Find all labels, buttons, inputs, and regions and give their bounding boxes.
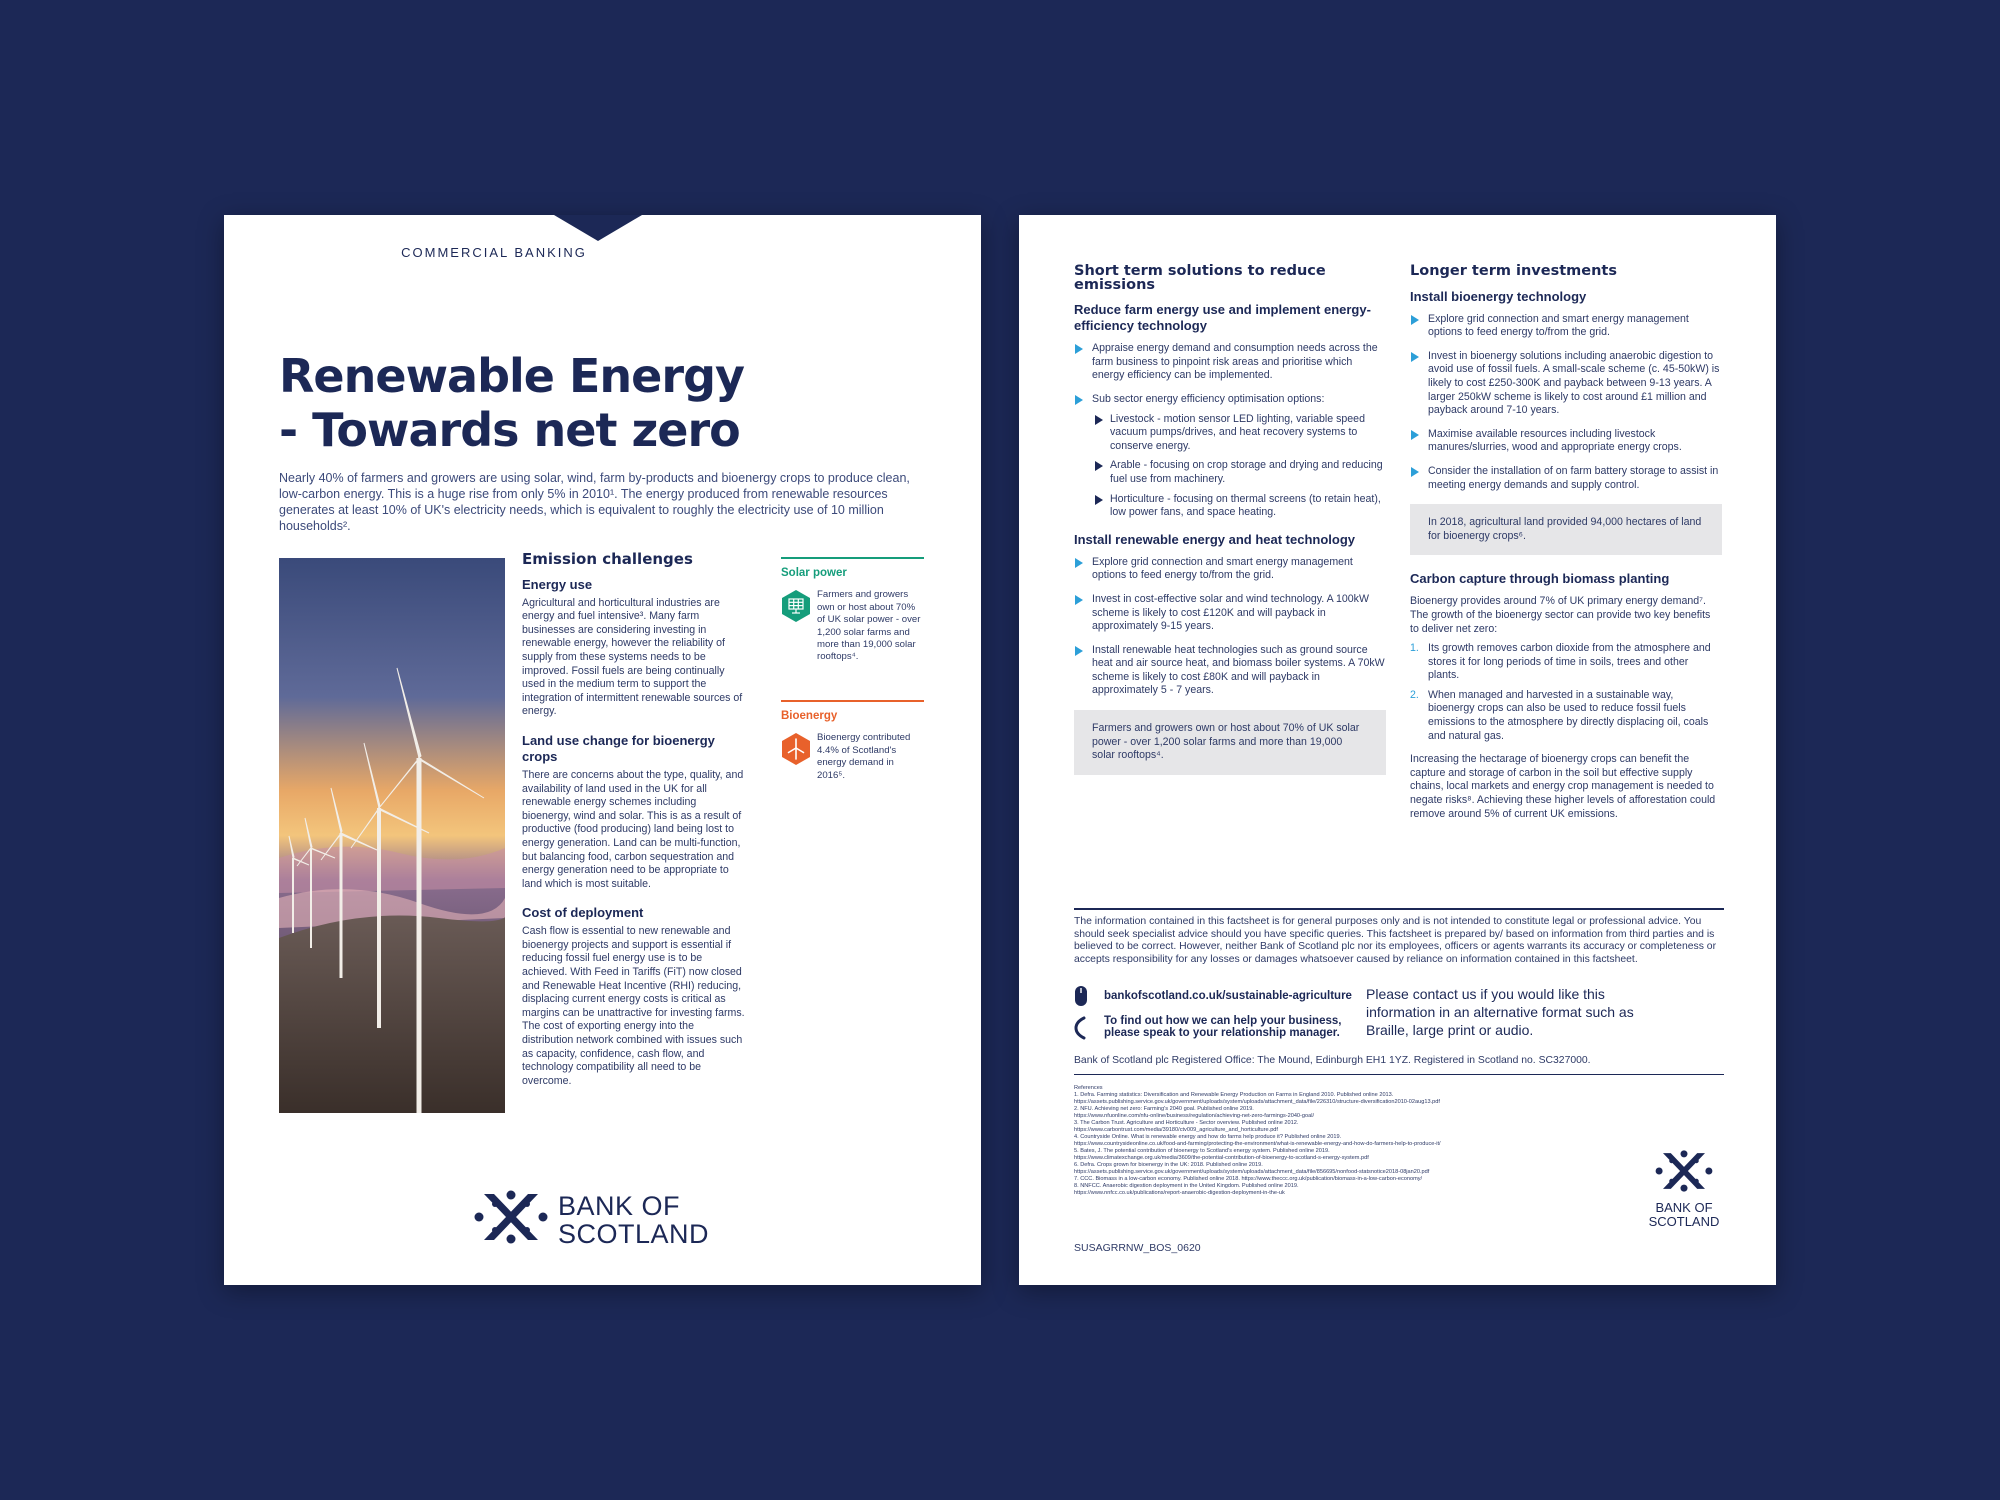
list-item: Invest in bioenergy solutions including anaerobic digestion to avoid use of fossil fuels. A small-scale scheme (c. 45-50kW) is likely to cost £250-300K and payback between 9-13 years. A larger 250kW scheme is likely to cost around £1 million and payback around 7-10 years. (1410, 350, 1722, 418)
carbon-capture-heading: Carbon capture through biomass planting (1410, 571, 1670, 587)
reference-line: 3. The Carbon Trust. Agriculture and Horticulture - Sector overview. Published online 2012. (1074, 1120, 1299, 1126)
reference-line: https://assets.publishing.service.gov.uk/government/uploads/system/uploads/attachment_data/file/226310/structure-diversification2010-02aug13.pdf (1074, 1099, 1440, 1105)
list-item: Consider the installation of on farm battery storage to assist in meeting energy demands and supply control. (1410, 465, 1722, 492)
reference-line: https://www.countrysideonline.co.uk/food-and-farming/protecting-the-environment/what-is-renewable-energy-and-how-do-farmers-help-to-produce-it/ (1074, 1141, 1441, 1147)
list-item: Maximise available resources including livestock manures/slurries, wood and appropriate energy crops. (1410, 428, 1722, 455)
title-line-1: Renewable Energy (279, 349, 744, 403)
reduce-energy-heading: Reduce farm energy use and implement energy-efficiency technology (1074, 302, 1371, 334)
install-renewable-heading: Install renewable energy and heat technology (1074, 531, 1356, 547)
wind-turbines-photo (279, 558, 505, 1113)
solar-stat-box (781, 557, 924, 664)
install-bioenergy-heading: Install bioenergy technology (1410, 288, 1587, 304)
saltire-logo-icon (1655, 1179, 1713, 1196)
solar-stat-text: Farmers and growers own or host about 70% of UK solar power - over 1,200 solar farms and more than 19,000 solar rooftops⁴. (817, 589, 921, 663)
bioenergy-stat-box (781, 700, 924, 782)
list-item: Invest in cost-effective solar and wind technology. A 100kW scheme is likely to cost £120K and will payback in approximately 9-15 years. (1074, 593, 1386, 634)
wind-turbine-icon (781, 732, 811, 766)
disclaimer-text: The information contained in this factsheet is for general purposes only and is not intended to constitute legal or professional advice. You should seek specialist advice should you have specific queries. This factsheet is prepared by/ based on information from third parties and is believed to be correct. However, neither Bank of Scotland plc nor its employees, officers or agents warrants its accuracy or completeness or accepts responsibility for any losses or damages whatsoever caused by reliance on information contained in this factsheet. (1074, 908, 1724, 966)
alternative-format-text: Please contact us if you would like this information in an alternative format such as Braille, large print or audio. (1366, 986, 1634, 1038)
factsheet-page-front (224, 215, 981, 1285)
energy-use-text: Agricultural and horticultural industries are energy and fuel intensive³. Many farm businesses are considering investing in renewable energy, however the reliability of supply from these systems needs to be improved. Fossil fuels are being continually used in the medium term to support the integration of intermittent renewable sources of energy. (522, 596, 743, 718)
list-item: Sub sector energy efficiency optimisation options: Livestock - motion sensor LED lighting, variable speed vacuum pumps/drives, and heat recovery systems to conserve energy. Arable - focusing on crop storage and drying and reducing fuel use from machinery. Horticulture - focusing on thermal screens (to retain heat), low power fans, and space heating. (1074, 393, 1386, 520)
list-item: Explore grid connection and smart energy management options to feed energy to/from the grid. (1410, 313, 1722, 340)
list-item: Appraise energy demand and consumption needs across the farm business to pinpoint risk areas and prioritise which energy efficiency can be implemented. (1074, 342, 1386, 383)
solar-panel-icon (781, 589, 811, 623)
document-title (279, 349, 759, 457)
reference-line: 5. Bates, J. The potential contribution of bioenergy to Scotland's energy system. Published online 2019. (1074, 1148, 1330, 1154)
logo-text-line-2: SCOTLAND (1648, 1214, 1720, 1229)
emission-heading: Emission challenges (522, 550, 693, 568)
reference-line: 7. CCC. Biomass in a low-carbon economy. Published online 2018. https://www.theccc.org.uk/publication/biomass-in-a-low-carbon-economy/ (1074, 1176, 1423, 1182)
carbon-intro-text: Bioenergy provides around 7% of UK primary energy demand⁷. The growth of the bioenergy sector can provide two key benefits to deliver net zero: (1410, 595, 1711, 635)
cost-text: Cash flow is essential to new renewable and bioenergy projects and support is essential if reducing fossil fuel energy use is to be achieved. With Feed in Tariffs (FiT) now closed and Renewable Heat Incentive (RHI) reducing, displacing current energy costs is critical as margins can be unattractive for investing farms. The cost of exporting energy into the distribution network combined with issues such as capacity, confidence, cash flow, and technology compatibility all need to be overcome. (522, 925, 745, 1087)
bioenergy-label: Bioenergy (781, 710, 838, 722)
registered-office-text: Bank of Scotland plc Registered Office: The Mound, Edinburgh EH1 1YZ. Registered in Scotland no. SC327000. (1074, 1055, 1724, 1075)
logo-text-line-1: BANK OF (1655, 1200, 1713, 1215)
bioenergy-land-callout-box: In 2018, agricultural land provided 94,000 hectares of land for bioenergy crops⁶. (1410, 504, 1722, 555)
carbon-benefits-list (1410, 642, 1722, 743)
sub-sector-list (1092, 413, 1386, 520)
factsheet-page-back (1019, 215, 1776, 1285)
solar-rule (781, 557, 924, 559)
logo-text-line-2: SCOTLAND (558, 1218, 710, 1249)
saltire-logo-icon (474, 1190, 548, 1249)
bio-rule (781, 700, 924, 702)
references-title: References (1074, 1085, 1103, 1091)
references-list (1074, 1085, 1634, 1197)
contact-block (1074, 985, 1724, 1047)
reference-line: https://www.carbontrust.com/media/39180/ctv009_agriculture_and_horticulture.pdf (1074, 1127, 1278, 1133)
logo-text-line-1: BANK OF (558, 1190, 681, 1221)
reference-line: 4. Countryside Online. What is renewable energy and how do farms help produce it? Published online 2019. (1074, 1134, 1342, 1140)
bank-logo (474, 1190, 709, 1249)
reference-line: 1. Defra. Farming statistics: Diversification and Renewable Energy Production on Farms in England 2010. Published online 2013. (1074, 1092, 1394, 1098)
mouse-icon (1074, 985, 1092, 1007)
reference-line: https://www.nfuonline.com/nfu-online/business/regulation/achieving-net-zero-farmings-2040-goal/ (1074, 1113, 1315, 1119)
carbon-outro-text: Increasing the hectarage of bioenergy crops can benefit the capture and storage of carbon in the soil but effective supply chains, local markets and energy crop management is needed to negate risks⁸. Achieving these higher levels of afforestation could remove around 5% of current UK emissions. (1410, 753, 1716, 820)
longer-term-column (1410, 265, 1722, 821)
intro-paragraph: Nearly 40% of farmers and growers are using solar, wind, farm by-products and bioenergy crops to produce clean, low-carbon energy. This is a huge rise from only 5% in 2010¹. The energy produced from renewable resources generates at least 10% of UK's electricity needs, which is equivalent to roughly the electricity use of 10 million households². (279, 471, 910, 533)
energy-use-heading: Energy use (522, 576, 593, 592)
list-item: Install renewable heat technologies such as ground source heat and air source heat, and biomass boiler systems. A 70kW scheme is likely to cost £80K and will payback in approximately 5 - 7 years. (1074, 644, 1386, 698)
install-renewable-list (1074, 556, 1386, 698)
list-item: Arable - focusing on crop storage and drying and reducing fuel use from machinery. (1092, 459, 1386, 486)
reference-line: https://www.climatexchange.org.uk/media/3609/the-potential-contribution-of-bioenergy-to-scotland-s-energy-system.pdf (1074, 1155, 1369, 1161)
reference-line: 2. NFU. Achieving net zero: Farming's 2040 goal. Published online 2019. (1074, 1106, 1254, 1112)
phone-text-line-2: please speak to your relationship manager. (1104, 1027, 1340, 1039)
reference-line: https://www.nnfcc.co.uk/publications/report-anaerobic-digestion-deployment-in-the-uk (1074, 1190, 1285, 1196)
reduce-energy-list (1074, 342, 1386, 520)
list-item: Livestock - motion sensor LED lighting, variable speed vacuum pumps/drives, and heat recovery systems to conserve energy. (1092, 413, 1386, 454)
land-use-text: There are concerns about the type, quality, and availability of land used in the UK for all renewable energy schemes including bioenergy, wind and solar. This is as a result of productive (food producing) land being lost to energy generation. Land can be multi-function, but balancing food, carbon sequestration and energy generation need to be appropriate to land which is most suitable. (522, 768, 744, 890)
land-use-heading: Land use change for bioenergy crops (522, 732, 715, 764)
list-item: 1. Its growth removes carbon dioxide from the atmosphere and stores it for long periods of time in soils, trees and other plants. (1410, 642, 1711, 682)
solar-callout-box: Farmers and growers own or host about 70% of UK solar power - over 1,200 solar farms and more than 19,000 solar rooftops⁴. (1074, 710, 1386, 775)
phone-text-line-1: To find out how we can help your business, (1104, 1015, 1342, 1027)
emission-column (522, 550, 747, 1102)
list-item: Explore grid connection and smart energy management options to feed energy to/from the grid. (1074, 556, 1386, 583)
short-term-heading: Short term solutions to reduce emissions (1074, 263, 1326, 293)
document-code: SUSAGRRNW_BOS_0620 (1074, 1242, 1201, 1254)
kicker-label: COMMERCIAL BANKING (401, 245, 587, 260)
list-item: 2. When managed and harvested in a sustainable way, bioenergy crops can also be used to reduce fossil fuels emissions to the atmosphere by directly displacing oil, coals and natural gas. (1410, 688, 1709, 742)
longer-term-heading: Longer term investments (1410, 263, 1617, 279)
bank-logo-small (1639, 1150, 1729, 1229)
header-notch (554, 215, 642, 241)
cost-heading: Cost of deployment (522, 905, 644, 921)
solar-label: Solar power (781, 567, 847, 579)
reference-line: 6. Defra. Crops grown for bioenergy in the UK: 2018. Published online 2019. (1074, 1162, 1263, 1168)
bioenergy-stat-text: Bioenergy contributed 4.4% of Scotland's energy demand in 2016⁵. (817, 732, 911, 781)
title-line-2: - Towards net zero (279, 403, 740, 457)
short-term-column (1074, 265, 1386, 791)
list-item: Horticulture - focusing on thermal screens (to retain heat), low power fans, and space heating. (1092, 493, 1386, 520)
reference-line: https://assets.publishing.service.gov.uk/government/uploads/system/uploads/attachment_data/file/856695/nonfood-statsnotice2018-08jan20.pdf (1074, 1169, 1430, 1175)
bioenergy-list (1410, 313, 1722, 493)
phone-icon (1074, 1016, 1092, 1038)
web-link[interactable]: bankofscotland.co.uk/sustainable-agriculture (1104, 990, 1352, 1002)
reference-line: 8. NNFCC. Anaerobic digestion deployment in the United Kingdom. Published online 2019. (1074, 1183, 1299, 1189)
